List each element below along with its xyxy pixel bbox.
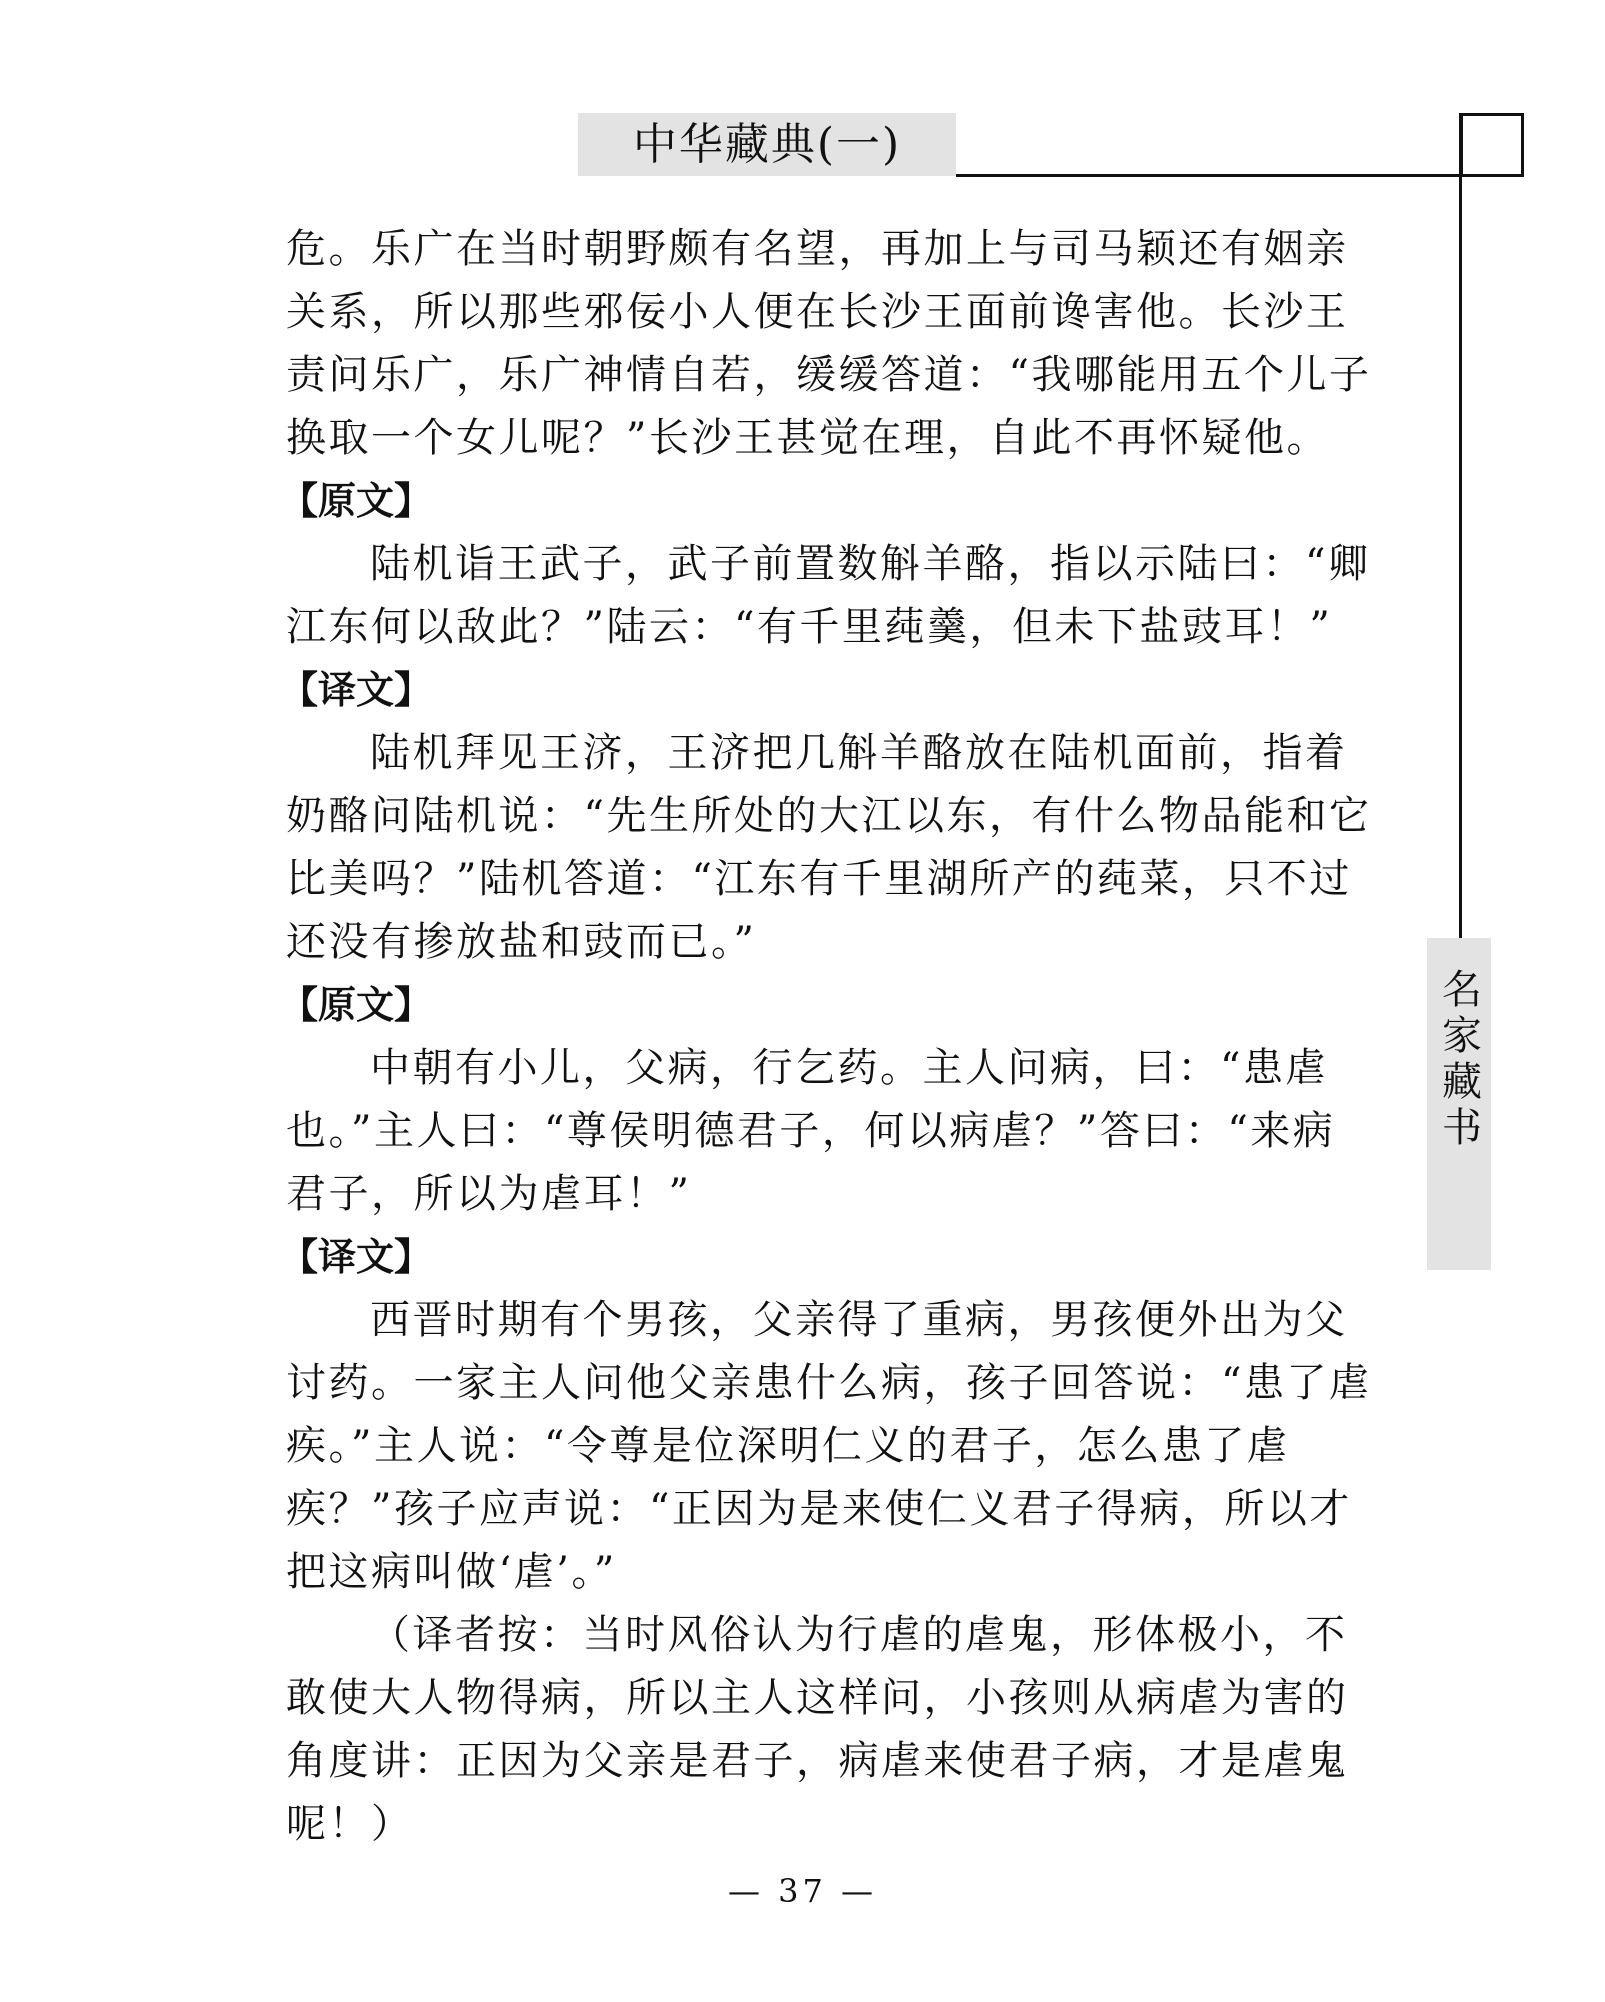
- side-tab: [1427, 938, 1491, 1270]
- corner-box: [1460, 113, 1524, 177]
- translator-note: （译者按：当时风俗认为行虐的虐鬼，形体极小，不敢使大人物得病，所以主人这样问，小孩则从病虐为害的角度讲：正因为父亲是君子，病虐来使君子病，才是虐鬼呢！）: [286, 1612, 1349, 1847]
- original-text-paragraph: 中朝有小儿，父病，行乞药。主人问病，曰：“患虐也。”主人曰：“尊侯明德君子，何以病虐？”答曰：“来病君子，所以为虐耳！”: [286, 1045, 1336, 1217]
- section-heading-translation: 【译文】: [280, 668, 433, 712]
- section-heading-original: 【原文】: [280, 983, 433, 1027]
- section-heading-translation: 【译文】: [280, 1235, 433, 1279]
- book-title: 中华藏典(一): [578, 113, 956, 176]
- original-text-paragraph: 陆机诣王武子，武子前置数斛羊酪，指以示陆曰：“卿江东何以敌此？”陆云：“有千里莼羹，但未下盐豉耳！”: [286, 541, 1371, 650]
- translation-paragraph: 陆机拜见王济，王济把几斛羊酪放在陆机面前，指着奶酪问陆机说：“先生所处的大江以东，有什么物品能和它比美吗？”陆机答道：“江东有千里湖所产的莼菜，只不过还没有掺放盐和豉而已。”: [286, 730, 1372, 965]
- vertical-rule: [1459, 113, 1462, 940]
- paragraph-continued: 危。乐广在当时朝野颇有名望，再加上与司马颖还有姻亲关系，所以那些邪佞小人便在长沙王面前谗害他。长沙王责问乐广，乐广神情自若，缓缓答道：“我哪能用五个儿子换取一个女儿呢？”长沙王甚觉在理，自此不再怀疑他。: [286, 226, 1372, 461]
- translation-paragraph: 西晋时期有个男孩，父亲得了重病，男孩便外出为父讨药。一家主人问他父亲患什么病，孩子回答说：“患了虐疾。”主人说：“令尊是位深明仁义的君子，怎么患了虐疾？”孩子应声说：“正因为是来使仁义君子得病，所以才把这病叫做‘虐’。”: [286, 1297, 1372, 1595]
- header-rule: [956, 174, 1524, 177]
- side-tab-label: 名家藏书: [1435, 968, 1482, 1152]
- page-body: [280, 218, 1376, 1856]
- page-number: — 37 —: [727, 1872, 878, 1910]
- section-heading-original: 【原文】: [280, 479, 433, 523]
